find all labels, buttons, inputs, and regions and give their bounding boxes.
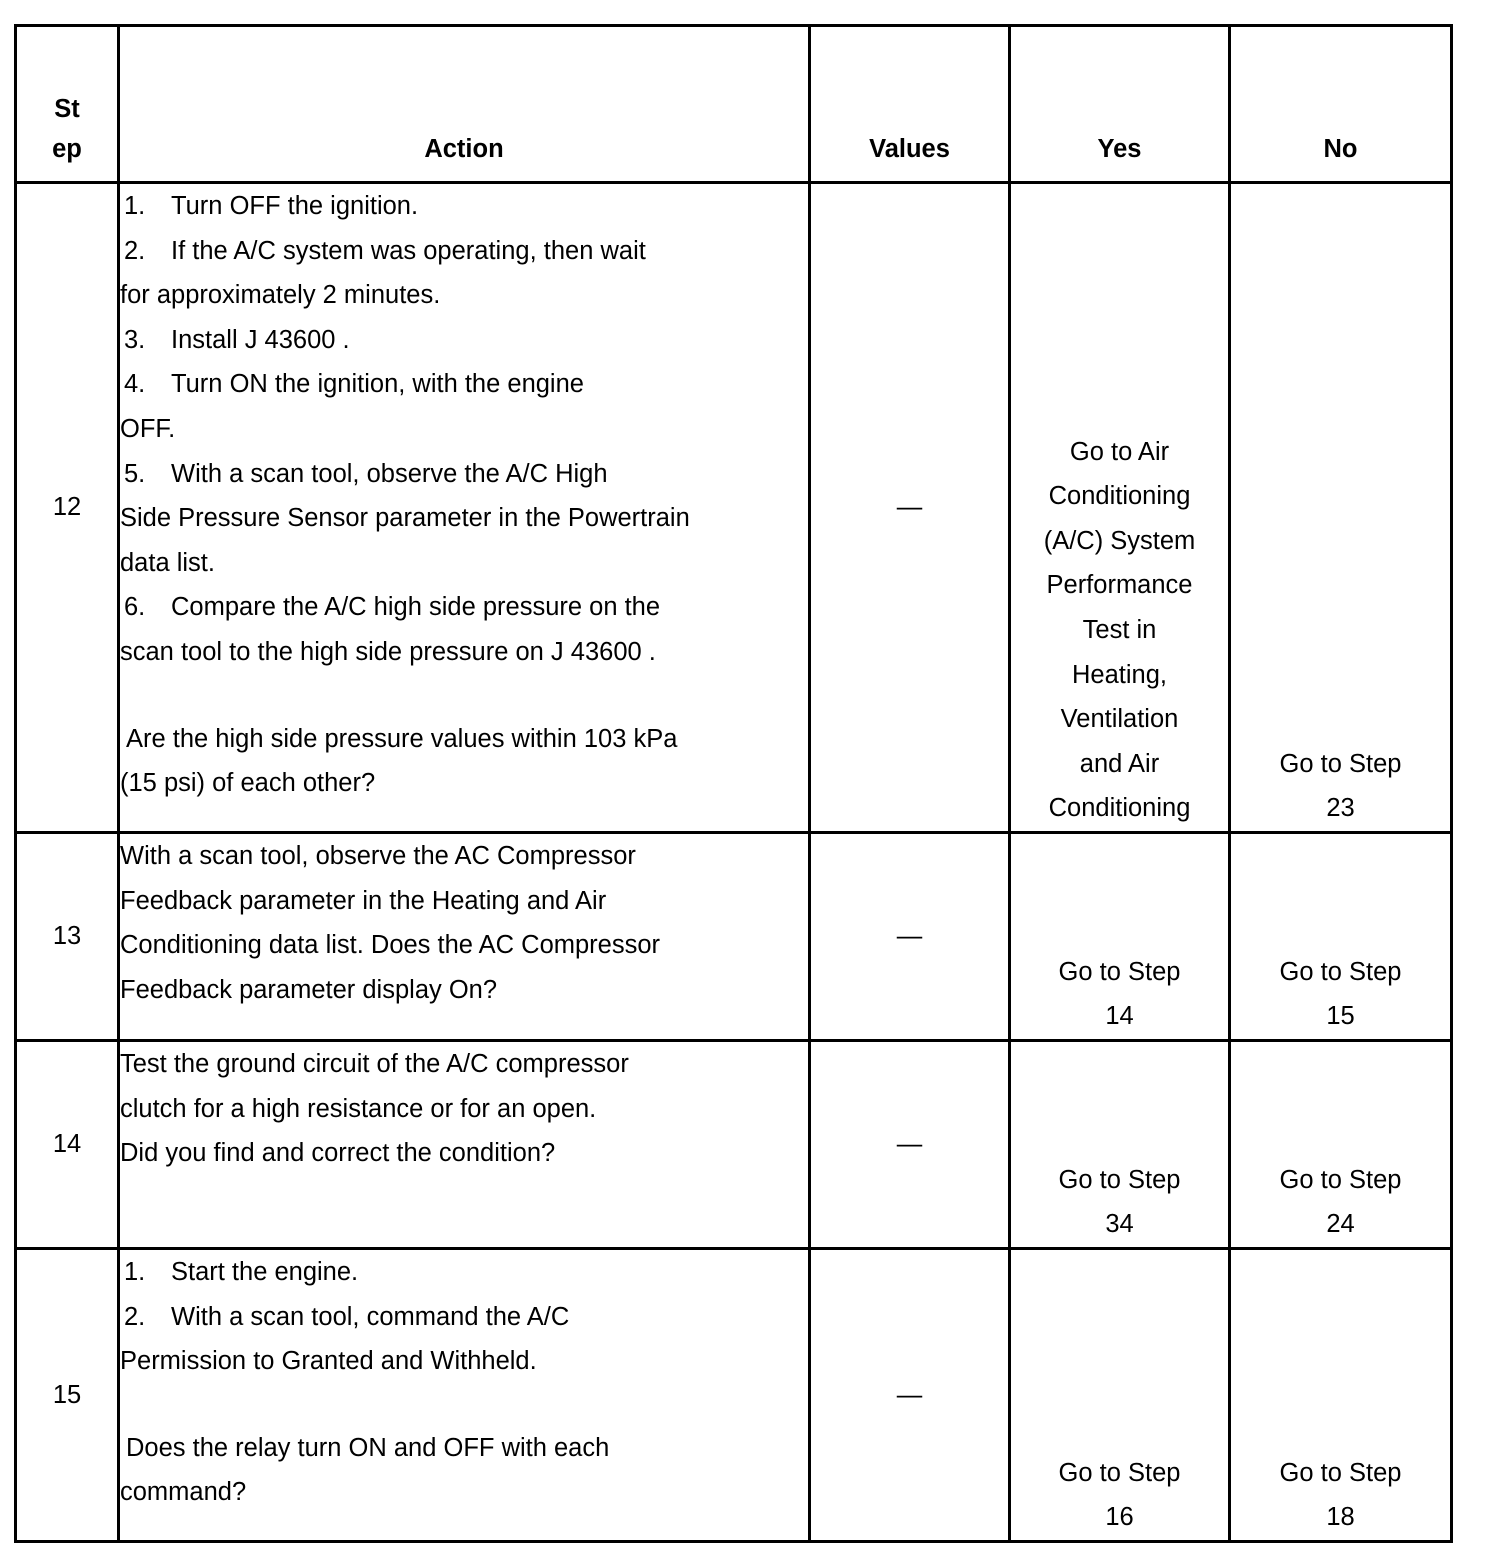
header-action: Action xyxy=(119,26,810,183)
header-row xyxy=(16,26,1452,183)
values-cell: — xyxy=(810,833,1010,1041)
values-cell: — xyxy=(810,183,1010,833)
question-text: Does the relay turn ON and OFF with each xyxy=(126,1433,610,1462)
step-number: 12 xyxy=(16,183,119,833)
yes-cell: Go to Step 16 xyxy=(1010,1249,1230,1542)
list-item: 4. Turn ON the ignition, with the engine xyxy=(124,370,584,399)
header-values: Values xyxy=(810,26,1010,183)
list-item: 3. Install J 43600 . xyxy=(124,325,350,354)
step-number: 15 xyxy=(16,1249,119,1542)
list-item: 2. If the A/C system was operating, then wait xyxy=(124,236,646,265)
list-item: 1. Start the engine. xyxy=(124,1258,359,1286)
action-cell: Test the ground circuit of the A/C compressor clutch for a high resistance or for an open. Did you find and correct the condition? xyxy=(119,1041,810,1249)
action-cell: 1. Start the engine. 2. With a scan tool, command the A/C Permission to Granted and Withheld. Does the relay turn ON and OFF with each command? xyxy=(119,1249,810,1542)
table-row xyxy=(16,1041,1452,1249)
header-yes: Yes xyxy=(1010,26,1230,183)
list-item: 2. With a scan tool, command the A/C xyxy=(124,1302,570,1331)
no-cell: Go to Step 24 xyxy=(1230,1041,1452,1249)
question-text: Are the high side pressure values within 103 kPa xyxy=(126,724,678,753)
table-row xyxy=(16,183,1452,833)
yes-cell: Go to Step 14 xyxy=(1010,833,1230,1041)
header-step: St ep xyxy=(16,26,119,183)
action-cell: With a scan tool, observe the AC Compressor Feedback parameter in the Heating and Air Conditioning data list. Does the AC Compressor Feedback parameter display On? xyxy=(119,833,810,1041)
yes-cell: Go to Step 34 xyxy=(1010,1041,1230,1249)
table-row xyxy=(16,833,1452,1041)
no-cell: Go to Step 15 xyxy=(1230,833,1452,1041)
step-number: 14 xyxy=(16,1041,119,1249)
list-item: 1. Turn OFF the ignition. xyxy=(124,192,419,220)
table-row xyxy=(16,1249,1452,1542)
no-cell: Go to Step 18 xyxy=(1230,1249,1452,1542)
action-cell: 1. Turn OFF the ignition. 2. If the A/C system was operating, then wait for approximately 2 minutes. 3. Install J 43600 . 4. Turn ON the ignition, with the engine OFF. 5. With a scan tool, observe the A/C High Side Pressure Sensor parameter in the Powertrain data list. 6. Compare the A/C high side pressure on the scan tool to the high side pressure on J 43600 . Are the high side pressure values within 103 kPa (15 psi) of each other? xyxy=(119,183,810,833)
no-cell: Go to Step 23 xyxy=(1230,183,1452,833)
step-number: 13 xyxy=(16,833,119,1041)
header-no: No xyxy=(1230,26,1452,183)
diagnostic-table xyxy=(14,24,1453,1543)
list-item: 6. Compare the A/C high side pressure on the xyxy=(124,593,661,622)
values-cell: — xyxy=(810,1249,1010,1542)
list-item: 5. With a scan tool, observe the A/C High xyxy=(124,459,608,488)
values-cell: — xyxy=(810,1041,1010,1249)
yes-cell: Go to Air Conditioning (A/C) System Performance Test in Heating, Ventilation and Air Conditioning xyxy=(1010,183,1230,833)
